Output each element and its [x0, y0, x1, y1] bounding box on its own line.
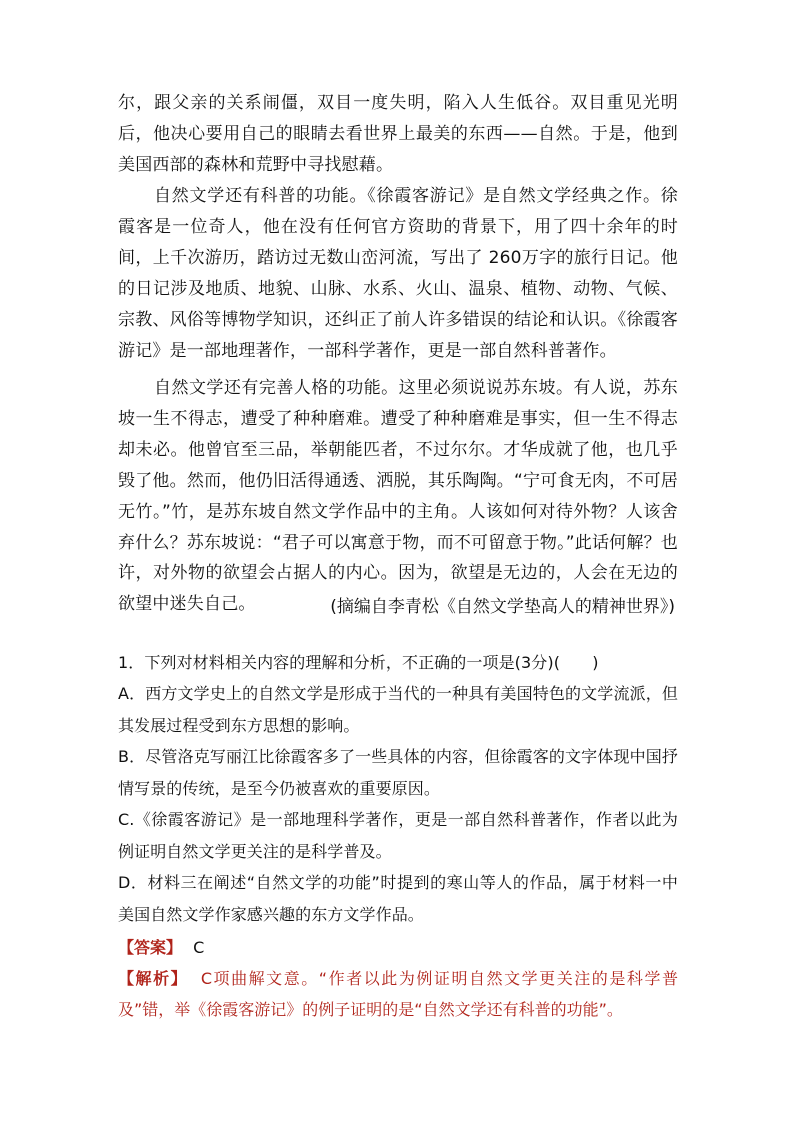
passage-paragraph-1: 尔，跟父亲的关系闹僵，双目一度失明，陷入人生低谷。双目重见光明后，他决心要用自己的眼睛去看世界上最美的东西——自然。于是，他到美国西部的森林和荒野中寻找慰藉。: [118, 93, 678, 175]
answer-line: [118, 933, 204, 963]
answer-label: 【答案】: [118, 938, 183, 957]
option-c: C.《徐霞客游记》是一部地理科学著作，更是一部自然科普著作，作者以此为例证明自然文学更关注的是科学普及。: [118, 810, 678, 861]
option-b: B．尽管洛克写丽江比徐霞客多了一些具体的内容，但徐霞客的文字体现中国抒情写景的传统，是至今仍被喜欢的重要原因。: [118, 747, 678, 798]
explanation-block: [118, 963, 678, 1025]
passage-paragraph-2: 自然文学还有科普的功能。《徐霞客游记》是自然文学经典之作。徐霞客是一位奇人，他在没有任何官方资助的背景下，用了四十余年的时间，上千次游历，踏访过无数山峦河流，写出了 260万字的旅行日记。他的日记涉及地质、地貌、山脉、水系、火山、温泉、植物、动物、气候、宗教、风俗等博物学知识，还纠正了前人许多错误的结论和认识。《徐霞客游记》是一部地理著作，一部科学著作，更是一部自然科普著作。: [118, 186, 678, 361]
question-stem: 1．下列对材料相关内容的理解和分析，不正确的一项是(3分)( ): [118, 653, 599, 672]
explanation-label: 【解析】: [118, 969, 189, 988]
passage-paragraph-3: 自然文学还有完善人格的功能。这里必须说说苏东坡。有人说，苏东坡一生不得志，遭受了种种磨难。遭受了种种磨难是事实，但一生不得志却未必。他曾官至三品，举朝能匹者，不过尔尔。才华成就了他，也几乎毁了他。然而，他仍旧活得通透、洒脱，其乐陶陶。“宁可食无肉，不可居无竹。”竹，是苏东坡自然文学作品中的主角。人该如何对待外物？人该舍弃什么？苏东坡说：“君子可以寓意于物，而不可留意于物。”此话何解？也许，对外物的欲望会占据人的内心。因为，欲望是无边的，人会在无边的欲望中迷失自己。: [118, 378, 678, 615]
answer-value: C: [193, 938, 205, 957]
option-a: A．西方文学史上的自然文学是形成于当代的一种具有美国特色的文学流派，但其发展过程受到东方思想的影响。: [118, 684, 678, 735]
explanation-text: C项曲解文意。“作者以此为例证明自然文学更关注的是科学普及”错，举《徐霞客游记》的例子证明的是“自然文学还有科普的功能”。: [118, 969, 678, 1019]
option-d: D．材料三在阐述“自然文学的功能”时提到的寒山等人的作品，属于材料一中美国自然文学作家感兴趣的东方文学作品。: [118, 873, 678, 924]
passage-source: (摘编自李青松《自然文学垫高人的精神世界》): [330, 597, 675, 617]
